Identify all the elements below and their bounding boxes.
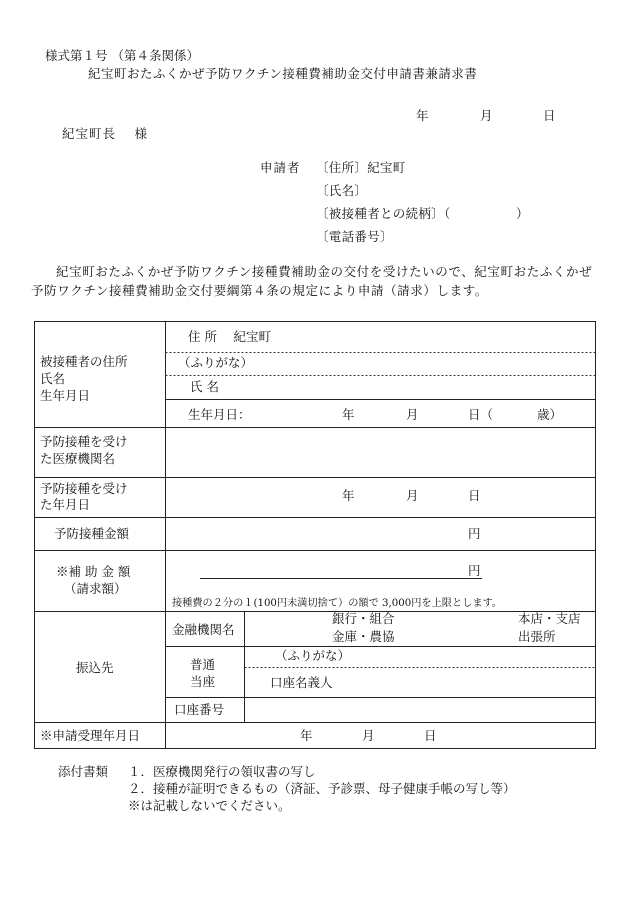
branch-type-1[interactable]: 本店・支店 <box>518 611 581 626</box>
patient-birth-month[interactable]: 月 <box>406 407 419 422</box>
applicant-address-field[interactable]: 〔住所〕紀宝町 <box>316 160 406 175</box>
date-year: 年 <box>416 108 429 123</box>
branch-type-2[interactable]: 出張所 <box>518 629 556 644</box>
account-type-1[interactable]: 普通 <box>190 657 216 672</box>
application-statement-text: 紀宝町おたふくかぜ予防ワクチン接種費補助金の交付を受けたいので、紀宝町おたふくかぜ予防ワクチン接種費補助金交付要綱第４条の規定により申請（請求）します。 <box>31 264 593 298</box>
fee-label: 予防接種金額 <box>54 526 130 541</box>
bank-type-2[interactable]: 金庫・農協 <box>332 629 395 644</box>
patient-name-field[interactable]: 氏 名 <box>190 379 219 394</box>
vaccination-day[interactable]: 日 <box>468 488 481 503</box>
applicant-phone-field[interactable]: 〔電話番号〕 <box>316 229 393 244</box>
subsidy-amount-field[interactable]: 円 <box>468 563 481 578</box>
patient-birth-label: 生年月日： <box>188 407 251 422</box>
date-day: 日 <box>543 108 556 123</box>
patient-birth-year[interactable]: 年 <box>342 407 355 422</box>
applicant-relation-field[interactable]: 〔被接種者との続柄〕（ <box>316 206 451 221</box>
bank-type-1[interactable]: 銀行・組合 <box>332 611 395 626</box>
patient-heading-2: 氏名 <box>40 371 66 386</box>
patient-birth-day[interactable]: 日（ <box>468 407 494 422</box>
patient-furigana-field[interactable]: （ふりがな） <box>178 355 254 370</box>
receipt-date-label: ※申請受理年月日 <box>40 728 141 743</box>
bank-name-label: 金融機関名 <box>172 622 235 637</box>
patient-address-field[interactable]: 住 所 紀宝町 <box>188 329 271 344</box>
addressee: 紀宝町長 様 <box>62 126 148 141</box>
applicant-relation-close: ） <box>516 206 529 221</box>
receipt-year: 年 <box>300 728 313 743</box>
applicant-label: 申請者 <box>260 160 301 175</box>
subsidy-label-2: （請求額） <box>64 581 127 596</box>
attachments-note: ※は記載しないでください。 <box>128 798 291 813</box>
vaccination-date-label-2: た年月日 <box>40 497 91 512</box>
holder-furigana-field[interactable]: （ふりがな） <box>275 648 351 663</box>
attachment-item-2: ２．接種が証明できるもの（済証、予診票、母子健康手帳の写し等） <box>128 781 516 796</box>
institution-label-1: 予防接種を受け <box>40 434 128 449</box>
form-number: 様式第１号 （第４条関係） <box>45 48 199 63</box>
account-type-2[interactable]: 当座 <box>190 674 216 689</box>
subsidy-note: 接種費の２分の１(100円未満切捨て）の額で 3,000円を上限とします。 <box>172 598 503 609</box>
attachment-item-1: １．医療機関発行の領収書の写し <box>128 764 316 779</box>
attachments-label: 添付書類 <box>58 764 109 779</box>
receipt-day: 日 <box>424 728 437 743</box>
account-number-label: 口座番号 <box>174 702 225 717</box>
vaccination-date-label-1: 予防接種を受け <box>40 481 128 496</box>
vaccination-year[interactable]: 年 <box>342 488 355 503</box>
receipt-month: 月 <box>362 728 375 743</box>
account-holder-field[interactable]: 口座名義人 <box>270 675 333 690</box>
applicant-name-field[interactable]: 〔氏名〕 <box>316 183 368 198</box>
institution-label-2: た医療機関名 <box>40 451 116 466</box>
date-month: 月 <box>480 108 493 123</box>
vaccination-month[interactable]: 月 <box>406 488 419 503</box>
patient-heading-1: 被接種者の住所 <box>40 354 128 369</box>
fee-amount-field[interactable]: 円 <box>468 526 481 541</box>
transfer-label: 振込先 <box>76 660 114 675</box>
patient-heading-3: 生年月日 <box>40 388 91 403</box>
form-title: 紀宝町おたふくかぜ予防ワクチン接種費補助金交付申請書兼請求書 <box>88 66 478 81</box>
patient-age[interactable]: 歳） <box>537 407 563 422</box>
subsidy-label-1: ※補 助 金 額 <box>56 564 131 579</box>
